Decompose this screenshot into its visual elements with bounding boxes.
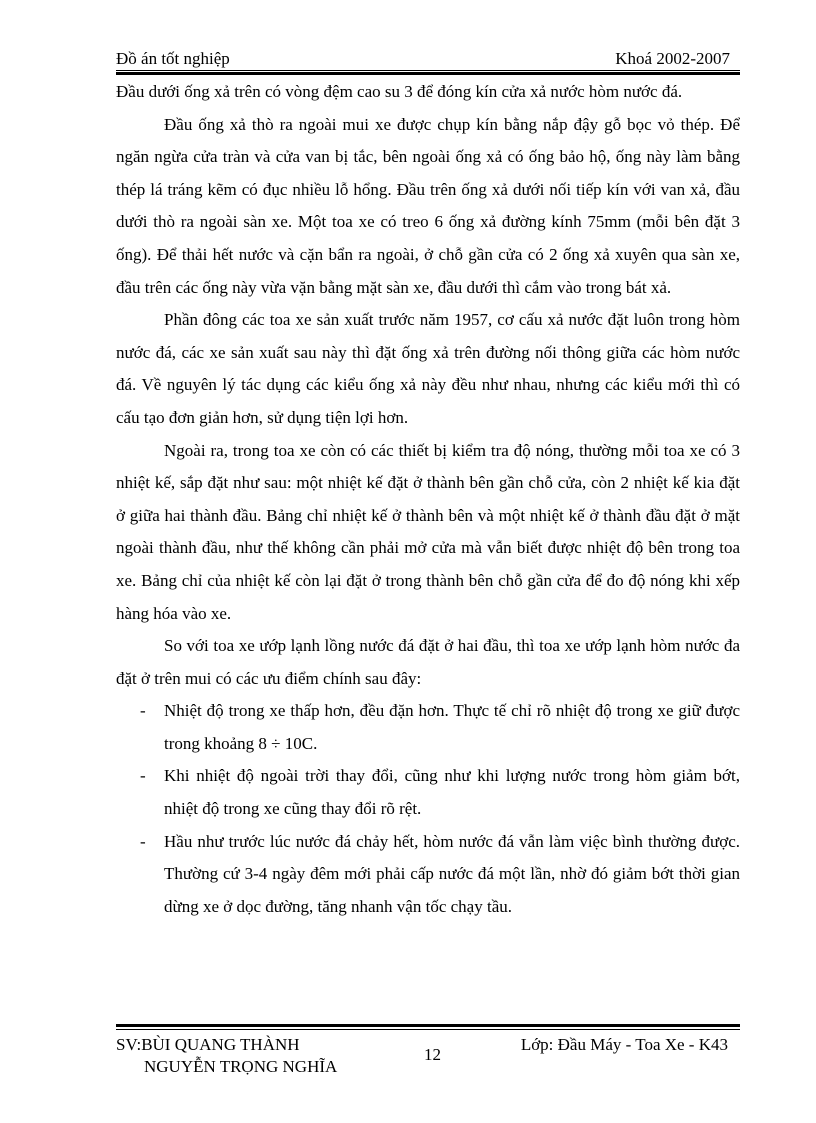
list-item-text: Hầu như trước lúc nước đá chảy hết, hòm nước đá vẫn làm việc bình thường được. Thường cứ 3-4 ngày đêm mới phải cấp nước đá một lần, nhờ đó giảm bớt thời gian dừng xe ở dọc đường, tăng nhanh vận tốc chạy tầu. (164, 831, 740, 916)
list-item-text: Khi nhiệt độ ngoài trời thay đổi, cũng như khi lượng nước trong hòm giảm bớt, nhiệt độ trong xe cũng thay đổi rõ rệt. (164, 766, 740, 819)
bullet-dash: - (140, 701, 146, 721)
header-rule-thin (116, 70, 740, 71)
paragraph-5: So với toa xe ướp lạnh lồng nước đá đặt ở hai đầu, thì toa xe ướp lạnh hòm nước đa đặt ở trên mui có các ưu điểm chính sau đây: (116, 636, 740, 688)
footer-rule-thick (116, 1024, 740, 1027)
list-item (116, 695, 740, 760)
header-title: Đồ án tốt nghiệp (116, 49, 230, 68)
footer-class: Lớp: Đầu Máy - Toa Xe - K43 (520, 1035, 728, 1054)
list-item (116, 826, 740, 924)
header-course: Khoá 2002-2007 (615, 49, 730, 68)
page-number: 12 (424, 1045, 441, 1064)
footer-student-1: SV:BÙI QUANG THÀNH (116, 1035, 300, 1054)
footer-rule-thin (116, 1029, 740, 1030)
list-item-text: Nhiệt độ trong xe thấp hơn, đều đặn hơn. Thực tế chỉ rõ nhiệt độ trong xe giữ được trong khoảng 8 ÷ 10C. (164, 701, 740, 753)
advantages-list (116, 695, 740, 923)
document-body (116, 76, 740, 923)
paragraph-3: Phần đông các toa xe sản xuất trước năm 1957, cơ cấu xả nước đặt luôn trong hòm nước đá, các xe sản xuất sau này thì đặt ống xả trên đường nối thông giữa các hòm nước đá. Về nguyên lý tác dụng các kiểu ống xả này đều như nhau, nhưng các kiểu mới thì có cấu tạo đơn giản hơn, sử dụng tiện lợi hơn. (116, 310, 740, 427)
paragraph-2: Đầu ống xả thò ra ngoài mui xe được chụp kín bằng nắp đậy gỗ bọc vỏ thép. Để ngăn ngừa cửa tràn và cửa van bị tắc, bên ngoài ống xả có ống bảo hộ, ống này làm bằng thép lá tráng kẽm có đục nhiều lỗ hổng. Đầu trên ống xả dưới nối tiếp kín với van xả, đầu dưới thò ra ngoài sàn xe. Một toa xe có treo 6 ống xả đường kính 75mm (mỗi bên đặt 3 ống). Để thải hết nước và cặn bẩn ra ngoài, ở chỗ gần cửa có 2 ống xả xuyên qua sàn xe, đầu trên các ống này vừa vặn bằng mặt sàn xe, đầu dưới thì cắm vào trong bát xả. (116, 114, 740, 297)
paragraph-1: Đầu dưới ống xả trên có vòng đệm cao su 3 để đóng kín cửa xả nước hòm nước đá. (116, 82, 683, 101)
bullet-dash: - (140, 766, 146, 786)
footer-student-2: NGUYỄN TRỌNG NGHĨA (144, 1057, 338, 1076)
paragraph-4: Ngoài ra, trong toa xe còn có các thiết bị kiểm tra độ nóng, thường mỗi toa xe có 3 nhiệt kế, sắp đặt như sau: một nhiệt kế đặt ở thành bên gần chỗ cửa, còn 2 nhiệt kế kia đặt ở giữa hai thành đầu. Bảng chỉ nhiệt kế ở thành bên và một nhiệt kế ở thành đầu đặt ở mặt ngoài thành đầu, như thế không cần phải mở cửa mà vẫn biết được nhiệt độ bên trong toa xe. Bảng chỉ của nhiệt kế còn lại đặt ở trong thành bên chỗ gần cửa để đo độ nóng khi xếp hàng hóa vào xe. (116, 440, 740, 623)
list-item (116, 760, 740, 825)
bullet-dash: - (140, 831, 146, 851)
header-rule-thick (116, 72, 740, 75)
